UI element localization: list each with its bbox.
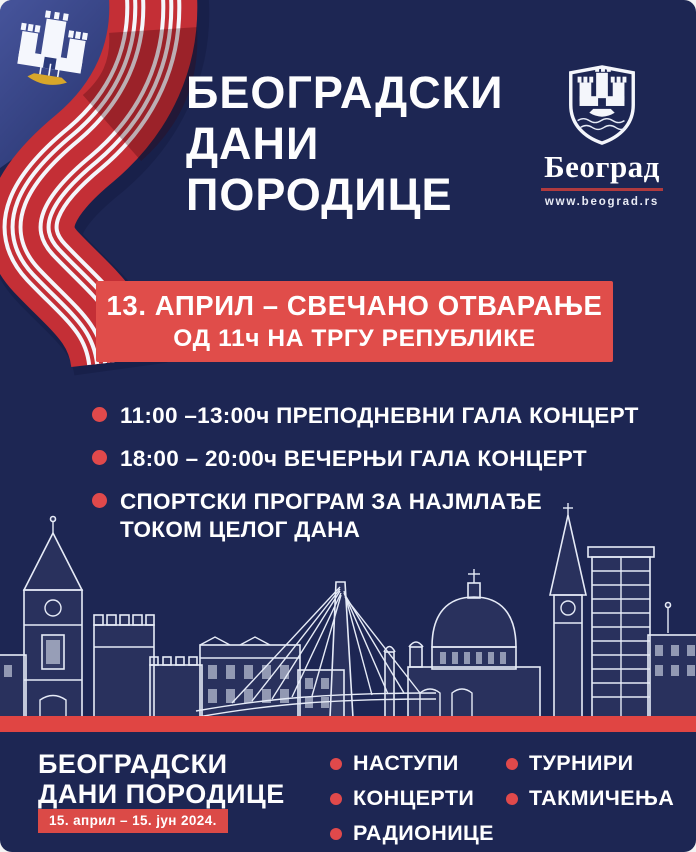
activity-item (330, 821, 494, 846)
activity-label: НАСТУПИ (353, 751, 459, 775)
activity-label: ТАКМИЧЕЊА (529, 786, 675, 810)
logo-underline (541, 188, 663, 191)
belgrade-skyline-illustration (0, 495, 696, 718)
activity-item (506, 751, 674, 776)
footer-title-line-1: БЕОГРАДСКИ (38, 749, 228, 779)
bullet-dot-icon (330, 793, 342, 805)
activity-label: РАДИОНИЦЕ (353, 821, 494, 845)
bullet-dot-icon (330, 828, 342, 840)
footer-title-line-2: ДАНИ ПОРОДИЦЕ (38, 778, 285, 809)
bullet-dot-icon (506, 758, 518, 770)
banner-line-2: ОД 11ч НА ТРГУ РЕПУБЛИКЕ (173, 325, 536, 352)
bullet-dot-icon (330, 758, 342, 770)
title-line-1: БЕОГРАДСКИ (186, 67, 504, 118)
title-line-3: ПОРОДИЦЕ (186, 168, 453, 220)
logo-website-url: www.beograd.rs (544, 196, 660, 208)
bullet-dot-icon (506, 793, 518, 805)
activities-list-right (506, 751, 674, 821)
footer-title (38, 750, 285, 809)
activity-label: КОНЦЕРТИ (353, 786, 475, 810)
activity-item (330, 751, 494, 776)
schedule-item-text: СПОРТСКИ ПРОГРАМ ЗА НАЈМЛАЂЕ (120, 488, 542, 514)
activities-list-left (330, 751, 494, 852)
date-range-badge: 15. април – 15. јун 2024. (38, 809, 228, 833)
schedule-item-text: 18:00 – 20:00ч ВЕЧЕРЊИ ГАЛА КОНЦЕРТ (120, 445, 587, 471)
red-stripe-divider (0, 716, 696, 732)
title-line-2: ДАНИ (186, 117, 320, 169)
bullet-dot-icon (92, 450, 107, 465)
banner-line-1: 13. АПРИЛ – СВЕЧАНО ОТВАРАЊЕ (106, 290, 603, 321)
activity-item (330, 786, 494, 811)
logo-wordmark: Београд (544, 149, 660, 184)
activity-label: ТУРНИРИ (529, 751, 634, 775)
schedule-item (92, 402, 639, 431)
activity-item (506, 786, 674, 811)
opening-banner (96, 281, 613, 362)
poster-title (186, 68, 503, 221)
beograd-logo (534, 64, 670, 208)
belgrade-coat-of-arms-icon (562, 64, 642, 146)
schedule-item-text: 11:00 –13:00ч ПРЕПОДНЕВНИ ГАЛА КОНЦЕРТ (120, 403, 639, 428)
bullet-dot-icon (92, 407, 107, 422)
schedule-item (92, 445, 639, 474)
schedule-item-text-2: ТОКОМ ЦЕЛОГ ДАНА (120, 517, 361, 543)
